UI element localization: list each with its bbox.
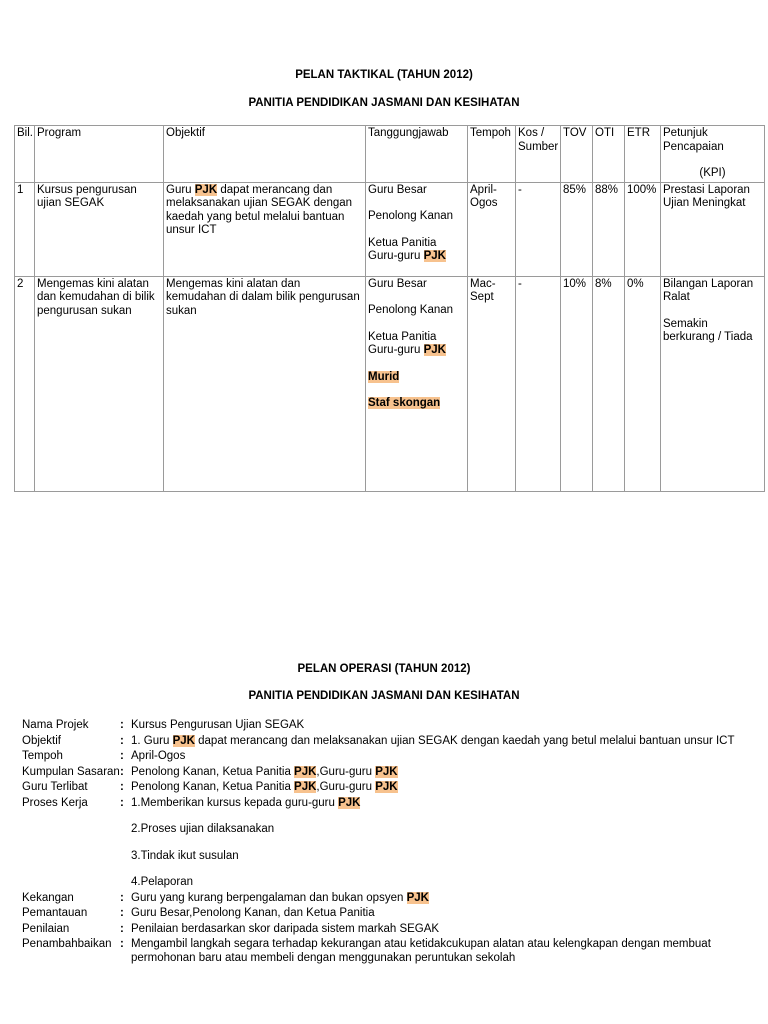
row2-tj-murid: Murid (368, 370, 400, 383)
row2-tj-guru-besar: Guru Besar (368, 277, 427, 290)
value-nama-projek: Kursus Pengurusan Ujian SEGAK (131, 719, 305, 731)
colon: : (120, 719, 124, 731)
row2-tanggungjawab (366, 276, 468, 491)
value-kumpulan-sasaran (131, 766, 742, 780)
value-tempoh: April-Ogos (131, 750, 186, 762)
header-bil: Bil. (15, 126, 35, 183)
row-guru-terlibat (22, 781, 742, 795)
header-tov: TOV (561, 126, 593, 183)
row1-tanggungjawab (366, 182, 468, 276)
operasi-title: PELAN OPERASI (TAHUN 2012) (297, 663, 471, 675)
row-nama-projek (22, 719, 742, 733)
colon: : (120, 750, 124, 762)
row2-kpi-1: Bilangan Laporan Ralat (663, 277, 754, 303)
value-kekangan (131, 892, 742, 906)
label-objektif: Objektif (22, 734, 61, 747)
row1-tj-ketua-panitia: Ketua Panitia (368, 236, 437, 249)
value-penilaian: Penilaian berdasarkan skor daripada sistem markah SEGAK (131, 922, 440, 935)
row2-tj-guru-guru (368, 344, 465, 358)
row-kumpulan-sasaran (22, 766, 742, 780)
row2-kpi-2: Semakin berkurang / Tiada (663, 317, 753, 343)
objektif-highlight: PJK (172, 734, 195, 747)
guru-terlibat-highlight-1: PJK (294, 781, 317, 793)
header-oti: OTI (593, 126, 625, 183)
header-tanggungjawab: Tanggungjawab (366, 126, 468, 183)
kumpulan-pre: Penolong Kanan, Ketua Panitia (131, 765, 295, 778)
proses-step-1 (131, 797, 742, 811)
row1-tov: 85% (561, 182, 593, 276)
label-penambahbaikan: Penambahbaikan (22, 938, 112, 950)
row1-tj-guru-guru-text: Guru-guru (368, 250, 424, 262)
header-objektif: Objektif (164, 126, 366, 183)
proses-step-4: 4.Pelaporan (131, 876, 194, 888)
header-petunjuk-line2: Pencapaian (663, 140, 724, 153)
operasi-subtitle: PANITIA PENDIDIKAN JASMANI DAN KESIHATAN (248, 690, 520, 702)
row1-etr: 100% (625, 182, 661, 276)
header-petunjuk (661, 126, 765, 183)
value-penambahbaikan: Mengambil langkah segara terhadap kekurangan atau ketidakcukupan alatan atau kelengkapan dengan membuat permohonan baru atau membeli dengan menggunakan peruntukan sekolah (131, 938, 711, 964)
kekangan-highlight: PJK (406, 891, 429, 904)
kumpulan-mid: ,Guru-guru (316, 765, 376, 778)
guru-terlibat-mid: ,Guru-guru (316, 781, 376, 793)
colon: : (120, 891, 124, 904)
value-guru-terlibat (131, 781, 742, 795)
row-kekangan (22, 892, 742, 906)
colon: : (120, 938, 124, 950)
label-kumpulan-sasaran: Kumpulan Sasaran (22, 765, 120, 778)
header-petunjuk-line1: Petunjuk (663, 127, 708, 139)
row-penilaian (22, 923, 742, 937)
kumpulan-highlight-1: PJK (294, 765, 317, 778)
taktikal-subtitle: PANITIA PENDIDIKAN JASMANI DAN KESIHATAN (248, 97, 520, 109)
row2-tj-ketua-panitia: Ketua Panitia (368, 330, 437, 343)
label-tempoh: Tempoh (22, 750, 63, 762)
label-penilaian: Penilaian (22, 922, 70, 935)
row-objektif (22, 735, 742, 749)
colon: : (120, 922, 124, 935)
colon: : (120, 734, 124, 747)
row1-bil: 1 (15, 182, 35, 276)
guru-terlibat-highlight-2: PJK (375, 781, 398, 793)
taktikal-table (14, 125, 765, 492)
row1-tj-highlight: PJK (423, 250, 446, 262)
objektif-pre: 1. Guru (131, 734, 173, 747)
row-penambahbaikan (22, 938, 742, 965)
row-tempoh (22, 750, 742, 764)
row1-objektif (164, 182, 366, 276)
row-proses-kerja (22, 797, 742, 890)
guru-terlibat-pre: Penolong Kanan, Ketua Panitia (131, 781, 295, 793)
table-row (15, 276, 765, 491)
kumpulan-highlight-2: PJK (375, 765, 398, 778)
header-kos-line2: Sumber (518, 140, 559, 153)
label-nama-projek: Nama Projek (22, 719, 89, 731)
value-proses-kerja (131, 797, 742, 890)
row2-tj-guru-guru-text: Guru-guru (368, 344, 424, 356)
proses-step-3: 3.Tindak ikut susulan (131, 849, 239, 862)
row1-kpi: Prestasi Laporan Ujian Meningkat (661, 182, 765, 276)
label-kekangan: Kekangan (22, 891, 74, 904)
colon: : (120, 765, 124, 778)
header-kos-line1: Kos / (518, 127, 545, 139)
row-pemantauan (22, 907, 742, 921)
taktikal-title: PELAN TAKTIKAL (TAHUN 2012) (295, 69, 473, 81)
value-objektif (131, 735, 742, 749)
value-pemantauan: Guru Besar,Penolong Kanan, dan Ketua Panitia (131, 907, 375, 919)
label-guru-terlibat: Guru Terlibat (22, 781, 88, 793)
row1-tempoh: April-Ogos (468, 182, 516, 276)
row1-program: Kursus pengurusan ujian SEGAK (35, 182, 164, 276)
row2-program: Mengemas kini alatan dan kemudahan di bilik pengurusan sukan (35, 276, 164, 491)
row2-tov: 10% (561, 276, 593, 491)
objektif-post: dapat merancang dan melaksanakan ujian SEGAK dengan kaedah yang betul melalui bantuan unsur ICT (194, 734, 735, 747)
operasi-details (22, 719, 742, 967)
row2-bil: 2 (15, 276, 35, 491)
row1-objektif-highlight: PJK (194, 183, 218, 196)
proses-step-2: 2.Proses ujian dilaksanakan (131, 823, 275, 835)
header-etr: ETR (625, 126, 661, 183)
row1-objektif-pre: Guru (166, 183, 195, 196)
row1-objektif-post: dapat merancang dan melaksanakan ujian SEGAK dengan kaedah yang betul melalui bantuan unsur ICT (166, 183, 353, 236)
label-pemantauan: Pemantauan (22, 907, 88, 919)
proses-step-1-text: 1.Memberikan kursus kepada guru-guru (131, 796, 339, 809)
row1-tj-guru-besar: Guru Besar (368, 183, 427, 196)
row2-kpi (661, 276, 765, 491)
header-kos (516, 126, 561, 183)
label-proses-kerja: Proses Kerja (22, 796, 88, 809)
row1-tj-penolong-kanan: Penolong Kanan (368, 210, 454, 222)
row2-objektif: Mengemas kini alatan dan kemudahan di dalam bilik pengurusan sukan (164, 276, 366, 491)
row1-oti: 88% (593, 182, 625, 276)
header-tempoh: Tempoh (468, 126, 516, 183)
row2-kos: - (516, 276, 561, 491)
header-program: Program (35, 126, 164, 183)
row2-tj-staf-skongan: Staf skongan (368, 397, 441, 409)
colon: : (120, 781, 124, 793)
row1-tj-guru-guru (368, 250, 465, 264)
row1-kos: - (516, 182, 561, 276)
row2-tj-highlight: PJK (423, 344, 446, 356)
row2-tj-penolong-kanan: Penolong Kanan (368, 304, 454, 316)
proses-step-1-highlight: PJK (338, 796, 361, 809)
colon: : (120, 796, 124, 809)
row2-etr: 0% (625, 276, 661, 491)
row2-oti: 8% (593, 276, 625, 491)
row2-tempoh: Mac-Sept (468, 276, 516, 491)
kekangan-pre: Guru yang kurang berpengalaman dan bukan opsyen (131, 891, 407, 904)
colon: : (120, 907, 124, 919)
header-petunjuk-line3: (KPI) (699, 167, 726, 179)
table-header-row (15, 126, 765, 183)
table-row (15, 182, 765, 276)
